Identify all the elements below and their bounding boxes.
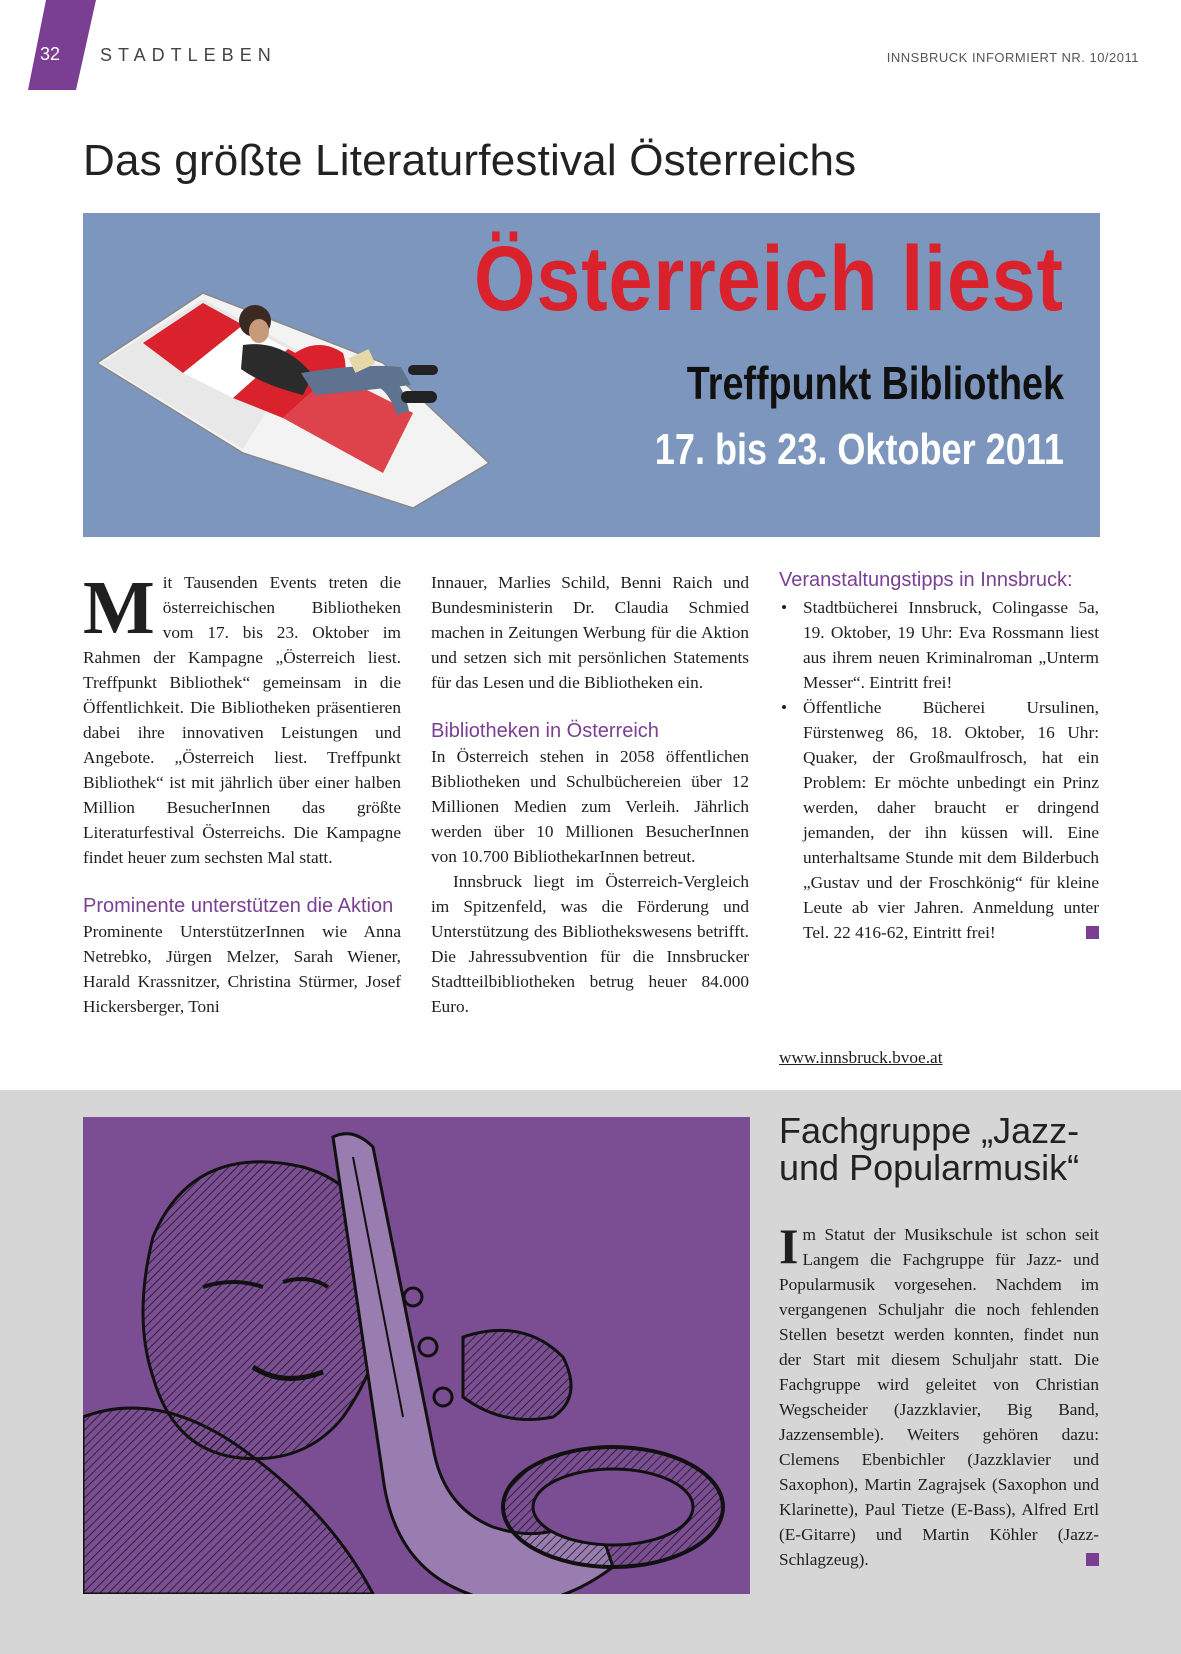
festival-banner (83, 213, 1100, 537)
bvoe-link[interactable]: www.innsbruck.bvoe.at (779, 1048, 943, 1067)
tips-heading: Veranstaltungstipps in Innsbruck: (779, 569, 1073, 591)
intro-paragraph (83, 566, 401, 870)
end-mark-icon (1086, 1553, 1099, 1566)
bibliotheken-paragraph-1: In Österreich stehen in 2058 öffentlichen Bibliotheken und Schulbüchereien über 12 Millionen Medien zum Verleih. Jährlich werden über 10 Millionen BesucherInnen von 10.700 BibliothekarInnen betreut. (431, 747, 749, 866)
page-number: 32 (40, 44, 61, 64)
reader-on-book-illustration (83, 213, 503, 537)
banner-title: Österreich liest (474, 228, 1064, 330)
bibliotheken-paragraph-2: Innsbruck liegt im Österreich-Vergleich im Spitzenfeld, was die Förderung und Unterstützung des Bibliothekswesens betrifft. Die Jahressubvention für die Innsbrucker Stadtteilbibliotheken betrug heuer 84.000 Euro. (431, 872, 749, 1016)
bibliotheken-heading: Bibliotheken in Österreich (431, 720, 659, 742)
issue-label: INNSBRUCK INFORMIERT NR. 10/2011 (886, 50, 1139, 65)
tips-list (779, 595, 1099, 945)
list-item: • Öffentliche Bücherei Ursulinen, Fürstenweg 86, 18. Oktober, 16 Uhr: Quaker, der Großmaulfrosch, hat ein Problem: Er möchte unbedingt ein Prinz werden, daher braucht er dringend jemanden, der ihn küssen will. Eine unterhaltsame Stunde mit dem Bilderbuch „Gustav und der Froschkönig“ für kleine Leute ab vier Jahren. Anmeldung unter Tel. 22 416-62, Eintritt frei! (779, 695, 1099, 945)
prominente-text: Prominente UnterstützerInnen wie Anna Netrebko, Jürgen Melzer, Sarah Wiener, Harald Krassnitzer, Christina Stürmer, Josef Hickersberger, Toni (83, 922, 401, 1016)
section-label: STADTLEBEN (100, 45, 277, 65)
prominente-text-continued: Innauer, Marlies Schild, Benni Raich und Bundesministerin Dr. Claudia Schmied machen in Zeitungen Werbung für die Aktion und setzen sich mit persönlichen Statements für das Lesen und die Bibliotheken ein. (431, 573, 749, 692)
drop-cap: I (779, 1218, 799, 1274)
saxophonist-drawing-icon (83, 1117, 750, 1594)
list-item: • Stadtbücherei Innsbruck, Colingasse 5a, 19. Oktober, 19 Uhr: Eva Rossmann liest aus ihrem neuen Kriminalroman „Unterm Messer“. Eintritt frei! (779, 595, 1099, 695)
page-title: Das größte Literaturfestival Österreichs (83, 136, 857, 185)
jazz-text: m Statut der Musikschule ist schon seit Langem die Fachgruppe für Jazz- und Popularmusik vorgesehen. Nachdem im vergangenen Schuljahr die noch fehlenden Stellen besetzt werden konnten, findet nun der Start mit diesem Schuljahr statt. Die Fachgruppe wird geleitet von Christian Wegscheider (Jazzklavier, Big Band, Jazzensemble). Weiters gehören dazu: Clemens Ebenbichler (Jazzklavier und Saxophon), Martin Zagrajsek (Saxophon und Klarinette), Paul Tietze (E-Bass), Alfred Ertl (E-Gitarre) und Martin Köhler (Jazz-Schlagzeug). (779, 1225, 1099, 1569)
drop-cap: M (83, 566, 155, 650)
prominente-heading: Prominente unterstützen die Aktion (83, 895, 394, 917)
intro-text: it Tausenden Events treten die österreichischen Bibliotheken vom 17. bis 23. Oktober im Rahmen der Kampagne „Österreich liest. Treffpunkt Bibliothek“ gemeinsam in die Öffentlichkeit. Die Bibliotheken präsentieren dabei ihre innovativen Leistungen und Angebote. „Österreich liest. Treffpunkt Bibliothek“ ist mit jährlich über einer halben Million BesucherInnen das größte Literaturfestival Österreichs. Die Kampagne findet heuer zum sechsten Mal statt. (83, 573, 401, 867)
jazz-title: Fachgruppe „Jazz- und Popularmusik“ (779, 1110, 1080, 1188)
end-mark-icon (1086, 926, 1099, 939)
saxophonist-illustration (83, 1117, 750, 1594)
article-column-1 (83, 566, 401, 1019)
banner-date: 17. bis 23. Oktober 2011 (654, 425, 1064, 474)
article-column-3 (779, 570, 1099, 945)
jazz-article (779, 1218, 1099, 1572)
article-column-2 (431, 570, 749, 1019)
banner-subtitle: Treffpunkt Bibliothek (686, 357, 1064, 409)
